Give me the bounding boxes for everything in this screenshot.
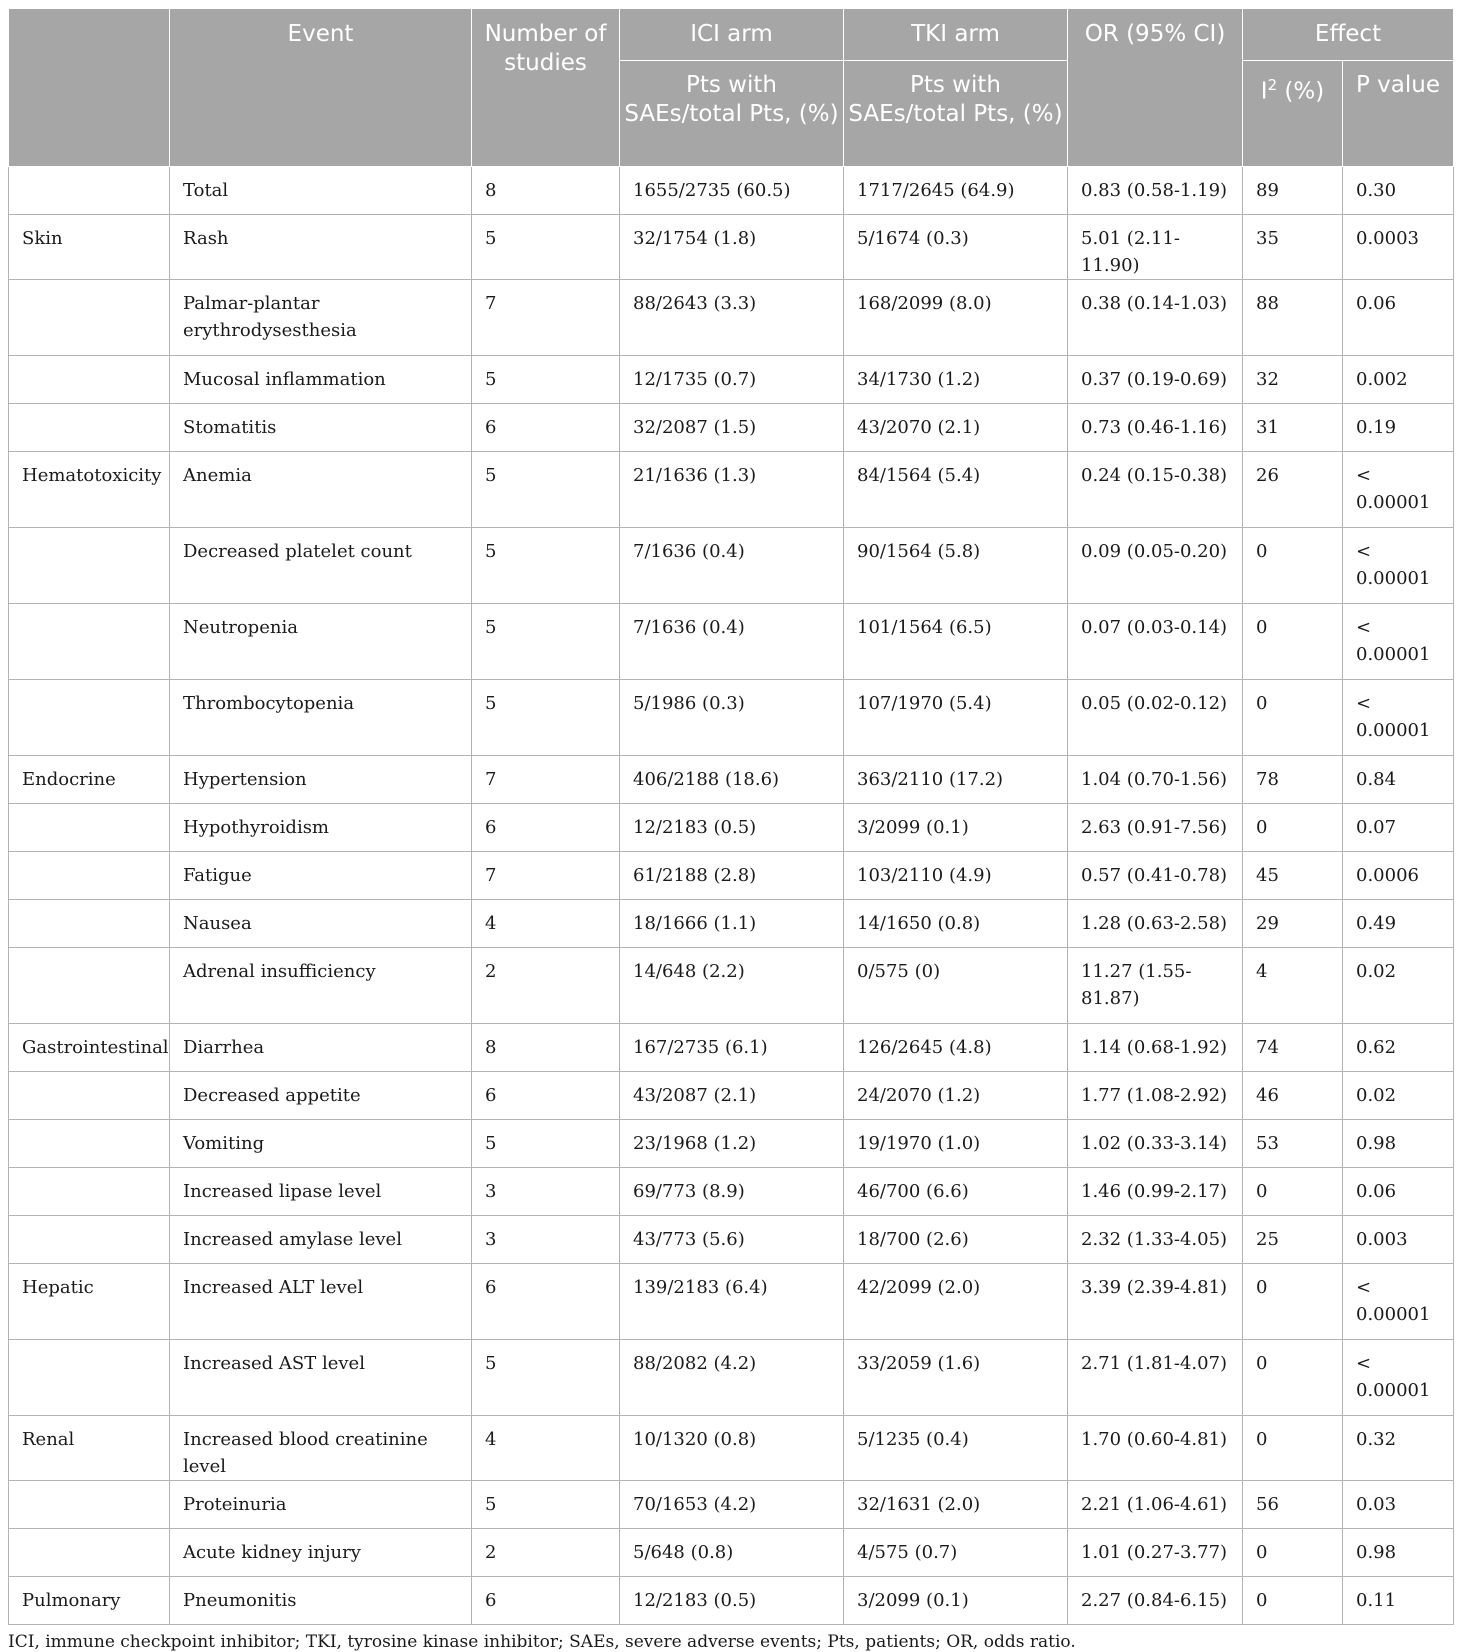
cell-event: Fatigue bbox=[170, 852, 472, 900]
cell-number-of-studies: 6 bbox=[472, 404, 620, 452]
cell-tki-arm: 3/2099 (0.1) bbox=[844, 1577, 1068, 1625]
cell-p-value: 0.02 bbox=[1343, 1072, 1454, 1120]
cell-category bbox=[9, 280, 170, 356]
cell-p-value: 0.003 bbox=[1343, 1216, 1454, 1264]
cell-category bbox=[9, 167, 170, 215]
cell-ici-arm: 69/773 (8.9) bbox=[620, 1168, 844, 1216]
cell-number-of-studies: 8 bbox=[472, 167, 620, 215]
cell-or-ci: 1.77 (1.08-2.92) bbox=[1068, 1072, 1243, 1120]
cell-p-value: 0.98 bbox=[1343, 1529, 1454, 1577]
table-row bbox=[9, 215, 1454, 280]
cell-tki-arm: 363/2110 (17.2) bbox=[844, 756, 1068, 804]
cell-tki-arm: 168/2099 (8.0) bbox=[844, 280, 1068, 356]
cell-number-of-studies: 6 bbox=[472, 1264, 620, 1340]
cell-event: Increased ALT level bbox=[170, 1264, 472, 1340]
cell-event: Palmar-plantar erythrodysesthesia bbox=[170, 280, 472, 356]
cell-category bbox=[9, 804, 170, 852]
table-row bbox=[9, 756, 1454, 804]
cell-p-value: 0.07 bbox=[1343, 804, 1454, 852]
cell-number-of-studies: 8 bbox=[472, 1024, 620, 1072]
cell-p-value: 0.32 bbox=[1343, 1416, 1454, 1481]
table-row bbox=[9, 1024, 1454, 1072]
table-row bbox=[9, 1264, 1454, 1340]
cell-or-ci: 2.27 (0.84-6.15) bbox=[1068, 1577, 1243, 1625]
cell-i2: 31 bbox=[1243, 404, 1343, 452]
table-row bbox=[9, 1072, 1454, 1120]
table-header bbox=[9, 9, 1454, 167]
cell-category: Skin bbox=[9, 215, 170, 280]
cell-p-value: 0.0006 bbox=[1343, 852, 1454, 900]
header-i2-superscript: 2 bbox=[1267, 76, 1278, 94]
cell-tki-arm: 1717/2645 (64.9) bbox=[844, 167, 1068, 215]
cell-category bbox=[9, 356, 170, 404]
table-row bbox=[9, 852, 1454, 900]
cell-i2: 25 bbox=[1243, 1216, 1343, 1264]
cell-category bbox=[9, 1072, 170, 1120]
cell-or-ci: 0.05 (0.02-0.12) bbox=[1068, 680, 1243, 756]
cell-ici-arm: 88/2082 (4.2) bbox=[620, 1340, 844, 1416]
cell-event: Increased blood creatinine level bbox=[170, 1416, 472, 1481]
table-row bbox=[9, 1120, 1454, 1168]
cell-i2: 78 bbox=[1243, 756, 1343, 804]
cell-ici-arm: 61/2188 (2.8) bbox=[620, 852, 844, 900]
cell-tki-arm: 107/1970 (5.4) bbox=[844, 680, 1068, 756]
cell-i2: 0 bbox=[1243, 604, 1343, 680]
cell-p-value: < 0.00001 bbox=[1343, 604, 1454, 680]
cell-ici-arm: 7/1636 (0.4) bbox=[620, 604, 844, 680]
cell-event: Increased lipase level bbox=[170, 1168, 472, 1216]
cell-category: Renal bbox=[9, 1416, 170, 1481]
cell-number-of-studies: 7 bbox=[472, 756, 620, 804]
cell-number-of-studies: 5 bbox=[472, 356, 620, 404]
cell-category bbox=[9, 1216, 170, 1264]
table-row bbox=[9, 680, 1454, 756]
cell-event: Decreased appetite bbox=[170, 1072, 472, 1120]
table-row bbox=[9, 356, 1454, 404]
cell-event: Decreased platelet count bbox=[170, 528, 472, 604]
cell-or-ci: 1.70 (0.60-4.81) bbox=[1068, 1416, 1243, 1481]
cell-i2: 0 bbox=[1243, 1529, 1343, 1577]
table-row bbox=[9, 404, 1454, 452]
cell-category bbox=[9, 900, 170, 948]
cell-p-value: < 0.00001 bbox=[1343, 452, 1454, 528]
cell-tki-arm: 84/1564 (5.4) bbox=[844, 452, 1068, 528]
cell-event: Proteinuria bbox=[170, 1481, 472, 1529]
cell-number-of-studies: 4 bbox=[472, 900, 620, 948]
cell-or-ci: 1.02 (0.33-3.14) bbox=[1068, 1120, 1243, 1168]
header-i2-letter: I bbox=[1260, 78, 1268, 105]
cell-event: Anemia bbox=[170, 452, 472, 528]
cell-i2: 0 bbox=[1243, 528, 1343, 604]
cell-i2: 74 bbox=[1243, 1024, 1343, 1072]
header-tki-arm: TKI arm bbox=[844, 9, 1068, 61]
cell-tki-arm: 14/1650 (0.8) bbox=[844, 900, 1068, 948]
cell-category: Gastrointestinal bbox=[9, 1024, 170, 1072]
cell-i2: 29 bbox=[1243, 900, 1343, 948]
cell-p-value: 0.02 bbox=[1343, 948, 1454, 1024]
cell-i2: 32 bbox=[1243, 356, 1343, 404]
cell-tki-arm: 34/1730 (1.2) bbox=[844, 356, 1068, 404]
cell-tki-arm: 5/1235 (0.4) bbox=[844, 1416, 1068, 1481]
cell-category: Hepatic bbox=[9, 1264, 170, 1340]
cell-number-of-studies: 5 bbox=[472, 452, 620, 528]
cell-ici-arm: 167/2735 (6.1) bbox=[620, 1024, 844, 1072]
header-number-of-studies: Number of studies bbox=[472, 9, 620, 167]
cell-tki-arm: 18/700 (2.6) bbox=[844, 1216, 1068, 1264]
cell-ici-arm: 43/773 (5.6) bbox=[620, 1216, 844, 1264]
cell-ici-arm: 32/1754 (1.8) bbox=[620, 215, 844, 280]
cell-tki-arm: 101/1564 (6.5) bbox=[844, 604, 1068, 680]
table-row bbox=[9, 528, 1454, 604]
cell-tki-arm: 126/2645 (4.8) bbox=[844, 1024, 1068, 1072]
cell-number-of-studies: 5 bbox=[472, 680, 620, 756]
header-category bbox=[9, 9, 170, 167]
cell-number-of-studies: 3 bbox=[472, 1216, 620, 1264]
cell-ici-arm: 7/1636 (0.4) bbox=[620, 528, 844, 604]
cell-ici-arm: 88/2643 (3.3) bbox=[620, 280, 844, 356]
cell-i2: 89 bbox=[1243, 167, 1343, 215]
cell-ici-arm: 139/2183 (6.4) bbox=[620, 1264, 844, 1340]
cell-ici-arm: 32/2087 (1.5) bbox=[620, 404, 844, 452]
header-tki-subheading: Pts with SAEs/total Pts, (%) bbox=[844, 61, 1068, 167]
table-body bbox=[9, 167, 1454, 1625]
cell-or-ci: 2.21 (1.06-4.61) bbox=[1068, 1481, 1243, 1529]
cell-category bbox=[9, 528, 170, 604]
cell-or-ci: 1.46 (0.99-2.17) bbox=[1068, 1168, 1243, 1216]
cell-ici-arm: 18/1666 (1.1) bbox=[620, 900, 844, 948]
cell-ici-arm: 21/1636 (1.3) bbox=[620, 452, 844, 528]
cell-i2: 0 bbox=[1243, 1168, 1343, 1216]
cell-number-of-studies: 2 bbox=[472, 948, 620, 1024]
cell-p-value: 0.49 bbox=[1343, 900, 1454, 948]
cell-category bbox=[9, 1529, 170, 1577]
table-row bbox=[9, 604, 1454, 680]
cell-number-of-studies: 5 bbox=[472, 604, 620, 680]
table-row bbox=[9, 1340, 1454, 1416]
table-row bbox=[9, 1529, 1454, 1577]
cell-or-ci: 0.83 (0.58-1.19) bbox=[1068, 167, 1243, 215]
cell-i2: 88 bbox=[1243, 280, 1343, 356]
cell-category: Hematotoxicity bbox=[9, 452, 170, 528]
cell-p-value: < 0.00001 bbox=[1343, 680, 1454, 756]
cell-p-value: 0.06 bbox=[1343, 1168, 1454, 1216]
cell-or-ci: 1.14 (0.68-1.92) bbox=[1068, 1024, 1243, 1072]
cell-p-value: 0.0003 bbox=[1343, 215, 1454, 280]
cell-event: Pneumonitis bbox=[170, 1577, 472, 1625]
cell-ici-arm: 12/2183 (0.5) bbox=[620, 804, 844, 852]
table-row bbox=[9, 900, 1454, 948]
cell-category bbox=[9, 1120, 170, 1168]
cell-or-ci: 0.24 (0.15-0.38) bbox=[1068, 452, 1243, 528]
cell-number-of-studies: 5 bbox=[472, 1120, 620, 1168]
cell-p-value: 0.19 bbox=[1343, 404, 1454, 452]
cell-or-ci: 0.57 (0.41-0.78) bbox=[1068, 852, 1243, 900]
cell-ici-arm: 5/648 (0.8) bbox=[620, 1529, 844, 1577]
cell-or-ci: 0.37 (0.19-0.69) bbox=[1068, 356, 1243, 404]
header-or-ci: OR (95% CI) bbox=[1068, 9, 1243, 167]
header-i2-unit: (%) bbox=[1277, 78, 1325, 105]
cell-number-of-studies: 6 bbox=[472, 804, 620, 852]
cell-ici-arm: 5/1986 (0.3) bbox=[620, 680, 844, 756]
cell-category: Pulmonary bbox=[9, 1577, 170, 1625]
cell-or-ci: 5.01 (2.11-11.90) bbox=[1068, 215, 1243, 280]
cell-event: Hypothyroidism bbox=[170, 804, 472, 852]
cell-number-of-studies: 7 bbox=[472, 280, 620, 356]
cell-i2: 56 bbox=[1243, 1481, 1343, 1529]
cell-number-of-studies: 5 bbox=[472, 215, 620, 280]
cell-tki-arm: 5/1674 (0.3) bbox=[844, 215, 1068, 280]
cell-or-ci: 2.32 (1.33-4.05) bbox=[1068, 1216, 1243, 1264]
cell-event: Stomatitis bbox=[170, 404, 472, 452]
cell-p-value: < 0.00001 bbox=[1343, 1340, 1454, 1416]
cell-or-ci: 11.27 (1.55-81.87) bbox=[1068, 948, 1243, 1024]
cell-tki-arm: 24/2070 (1.2) bbox=[844, 1072, 1068, 1120]
cell-event: Vomiting bbox=[170, 1120, 472, 1168]
cell-i2: 0 bbox=[1243, 1577, 1343, 1625]
cell-p-value: < 0.00001 bbox=[1343, 528, 1454, 604]
cell-p-value: 0.06 bbox=[1343, 280, 1454, 356]
cell-ici-arm: 43/2087 (2.1) bbox=[620, 1072, 844, 1120]
cell-number-of-studies: 2 bbox=[472, 1529, 620, 1577]
cell-or-ci: 2.71 (1.81-4.07) bbox=[1068, 1340, 1243, 1416]
table-row bbox=[9, 1168, 1454, 1216]
header-ici-subheading: Pts with SAEs/total Pts, (%) bbox=[620, 61, 844, 167]
cell-i2: 26 bbox=[1243, 452, 1343, 528]
cell-or-ci: 2.63 (0.91-7.56) bbox=[1068, 804, 1243, 852]
cell-p-value: 0.30 bbox=[1343, 167, 1454, 215]
cell-or-ci: 0.07 (0.03-0.14) bbox=[1068, 604, 1243, 680]
cell-tki-arm: 103/2110 (4.9) bbox=[844, 852, 1068, 900]
cell-i2: 45 bbox=[1243, 852, 1343, 900]
cell-ici-arm: 406/2188 (18.6) bbox=[620, 756, 844, 804]
cell-tki-arm: 90/1564 (5.8) bbox=[844, 528, 1068, 604]
cell-i2: 0 bbox=[1243, 1340, 1343, 1416]
cell-ici-arm: 1655/2735 (60.5) bbox=[620, 167, 844, 215]
table-row bbox=[9, 1481, 1454, 1529]
cell-ici-arm: 14/648 (2.2) bbox=[620, 948, 844, 1024]
cell-tki-arm: 4/575 (0.7) bbox=[844, 1529, 1068, 1577]
cell-number-of-studies: 5 bbox=[472, 528, 620, 604]
table-row bbox=[9, 452, 1454, 528]
cell-or-ci: 0.09 (0.05-0.20) bbox=[1068, 528, 1243, 604]
cell-category bbox=[9, 948, 170, 1024]
cell-or-ci: 1.04 (0.70-1.56) bbox=[1068, 756, 1243, 804]
cell-ici-arm: 12/1735 (0.7) bbox=[620, 356, 844, 404]
cell-number-of-studies: 6 bbox=[472, 1577, 620, 1625]
cell-tki-arm: 42/2099 (2.0) bbox=[844, 1264, 1068, 1340]
cell-category bbox=[9, 1168, 170, 1216]
cell-event: Adrenal insufficiency bbox=[170, 948, 472, 1024]
cell-event: Diarrhea bbox=[170, 1024, 472, 1072]
cell-number-of-studies: 5 bbox=[472, 1481, 620, 1529]
cell-or-ci: 3.39 (2.39-4.81) bbox=[1068, 1264, 1243, 1340]
cell-category bbox=[9, 1481, 170, 1529]
table-container bbox=[8, 8, 1453, 1652]
cell-or-ci: 1.28 (0.63-2.58) bbox=[1068, 900, 1243, 948]
cell-p-value: 0.98 bbox=[1343, 1120, 1454, 1168]
cell-event: Neutropenia bbox=[170, 604, 472, 680]
cell-p-value: 0.11 bbox=[1343, 1577, 1454, 1625]
cell-or-ci: 0.38 (0.14-1.03) bbox=[1068, 280, 1243, 356]
cell-tki-arm: 3/2099 (0.1) bbox=[844, 804, 1068, 852]
cell-i2: 35 bbox=[1243, 215, 1343, 280]
cell-i2: 4 bbox=[1243, 948, 1343, 1024]
cell-event: Mucosal inflammation bbox=[170, 356, 472, 404]
header-i2 bbox=[1243, 61, 1343, 167]
cell-tki-arm: 0/575 (0) bbox=[844, 948, 1068, 1024]
cell-category bbox=[9, 604, 170, 680]
cell-event: Rash bbox=[170, 215, 472, 280]
cell-or-ci: 1.01 (0.27-3.77) bbox=[1068, 1529, 1243, 1577]
cell-tki-arm: 19/1970 (1.0) bbox=[844, 1120, 1068, 1168]
cell-or-ci: 0.73 (0.46-1.16) bbox=[1068, 404, 1243, 452]
cell-p-value: < 0.00001 bbox=[1343, 1264, 1454, 1340]
cell-category bbox=[9, 1340, 170, 1416]
cell-number-of-studies: 4 bbox=[472, 1416, 620, 1481]
cell-tki-arm: 46/700 (6.6) bbox=[844, 1168, 1068, 1216]
cell-ici-arm: 23/1968 (1.2) bbox=[620, 1120, 844, 1168]
cell-event: Hypertension bbox=[170, 756, 472, 804]
table-row bbox=[9, 1416, 1454, 1481]
cell-ici-arm: 10/1320 (0.8) bbox=[620, 1416, 844, 1481]
cell-ici-arm: 12/2183 (0.5) bbox=[620, 1577, 844, 1625]
cell-event: Nausea bbox=[170, 900, 472, 948]
cell-number-of-studies: 3 bbox=[472, 1168, 620, 1216]
cell-i2: 53 bbox=[1243, 1120, 1343, 1168]
cell-category bbox=[9, 404, 170, 452]
table-row bbox=[9, 804, 1454, 852]
table-row bbox=[9, 948, 1454, 1024]
cell-number-of-studies: 5 bbox=[472, 1340, 620, 1416]
cell-i2: 0 bbox=[1243, 804, 1343, 852]
cell-event: Thrombocytopenia bbox=[170, 680, 472, 756]
cell-tki-arm: 33/2059 (1.6) bbox=[844, 1340, 1068, 1416]
cell-i2: 46 bbox=[1243, 1072, 1343, 1120]
cell-event: Acute kidney injury bbox=[170, 1529, 472, 1577]
table-row bbox=[9, 1216, 1454, 1264]
cell-i2: 0 bbox=[1243, 1264, 1343, 1340]
header-p-value: P value bbox=[1343, 61, 1454, 167]
cell-i2: 0 bbox=[1243, 680, 1343, 756]
cell-number-of-studies: 6 bbox=[472, 1072, 620, 1120]
adverse-events-table bbox=[8, 8, 1454, 1625]
header-event: Event bbox=[170, 9, 472, 167]
cell-category bbox=[9, 852, 170, 900]
header-effect: Effect bbox=[1243, 9, 1454, 61]
cell-event: Total bbox=[170, 167, 472, 215]
cell-event: Increased AST level bbox=[170, 1340, 472, 1416]
cell-number-of-studies: 7 bbox=[472, 852, 620, 900]
cell-category bbox=[9, 680, 170, 756]
table-row bbox=[9, 1577, 1454, 1625]
table-footnote: ICI, immune checkpoint inhibitor; TKI, tyrosine kinase inhibitor; SAEs, severe adverse events; Pts, patients; OR, odds ratio. bbox=[8, 1632, 1076, 1652]
cell-p-value: 0.62 bbox=[1343, 1024, 1454, 1072]
cell-i2: 0 bbox=[1243, 1416, 1343, 1481]
cell-p-value: 0.84 bbox=[1343, 756, 1454, 804]
cell-category: Endocrine bbox=[9, 756, 170, 804]
table-row bbox=[9, 280, 1454, 356]
cell-tki-arm: 43/2070 (2.1) bbox=[844, 404, 1068, 452]
cell-event: Increased amylase level bbox=[170, 1216, 472, 1264]
cell-p-value: 0.03 bbox=[1343, 1481, 1454, 1529]
table-row bbox=[9, 167, 1454, 215]
cell-ici-arm: 70/1653 (4.2) bbox=[620, 1481, 844, 1529]
cell-tki-arm: 32/1631 (2.0) bbox=[844, 1481, 1068, 1529]
header-ici-arm: ICI arm bbox=[620, 9, 844, 61]
cell-p-value: 0.002 bbox=[1343, 356, 1454, 404]
